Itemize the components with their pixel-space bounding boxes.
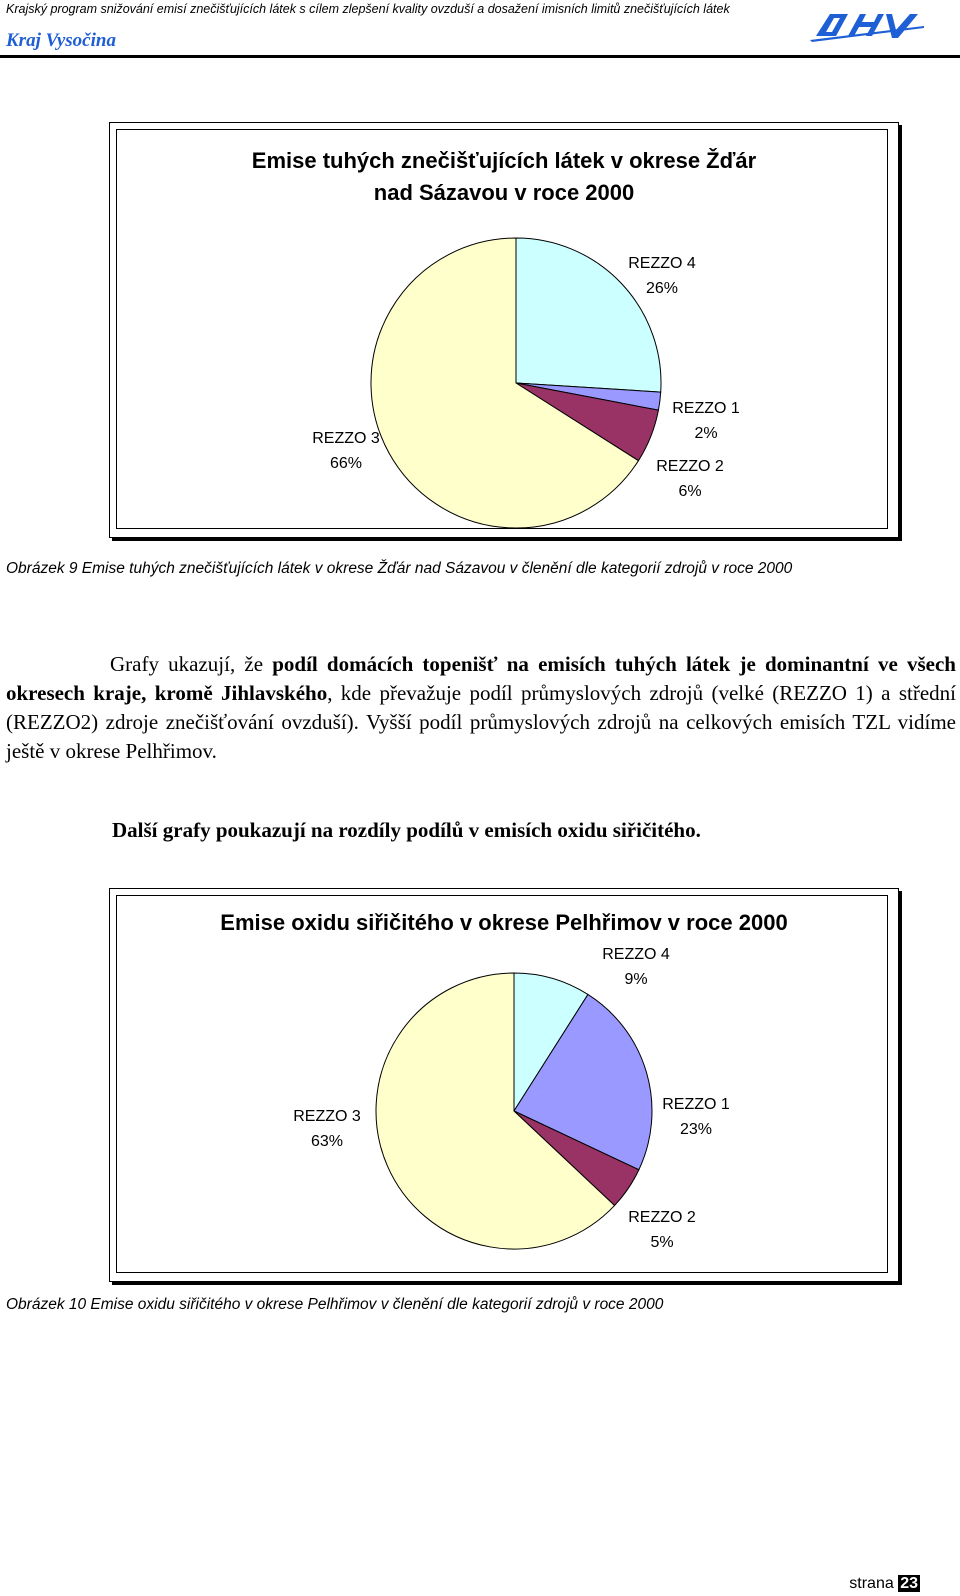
pie-label-value-zdar-0: 26%: [645, 280, 679, 297]
pie-label-name-pelhrimov-3: REZZO 3: [293, 1108, 361, 1125]
body-paragraph: [6, 650, 956, 766]
pie-label-value-pelhrimov-3: 63%: [310, 1133, 344, 1150]
paragraph-emphasis: podíl domácích topenišť na emisích tuhých látek je dominantní ve všech okresech kraje, kromě Jihlavského: [6, 652, 956, 705]
chart-pelhrimov-frame: [109, 888, 899, 1282]
chart-pelhrimov-pie: [110, 889, 898, 1281]
pie-label-value-zdar-1: 2%: [694, 425, 718, 442]
page-label: strana: [849, 1575, 894, 1592]
paragraph-lead: Grafy ukazují, že: [110, 652, 273, 676]
pie-label-name-zdar-0: REZZO 4: [628, 255, 696, 272]
pie-label-value-pelhrimov-0: 9%: [624, 971, 648, 988]
pie-label-value-zdar-3: 66%: [329, 455, 363, 472]
pie-label-name-zdar-2: REZZO 2: [656, 458, 724, 475]
chart-pelhrimov-title: Emise oxidu siřičitého v okrese Pelhřimov v roce 2000: [220, 910, 788, 935]
chart-zdar-frame: [109, 122, 899, 538]
pie-label-name-pelhrimov-1: REZZO 1: [662, 1096, 730, 1113]
chart-zdar-title-line2: nad Sázavou v roce 2000: [373, 180, 635, 205]
body-paragraph-2: Další grafy poukazují na rozdíly podílů v emisích oxidu siřičitého.: [112, 818, 701, 842]
region-name: Kraj Vysočina: [6, 30, 116, 51]
chart-zdar-pie: [110, 123, 898, 537]
page-footer: [849, 1575, 920, 1593]
header-divider: [0, 55, 960, 58]
figure9-caption: Obrázek 9 Emise tuhých znečišťujících látek v okrese Žďár nad Sázavou v členění dle kategorií zdrojů v roce 2000: [6, 560, 793, 577]
pie-label-name-zdar-3: REZZO 3: [312, 430, 380, 447]
pie-label-name-zdar-1: REZZO 1: [672, 400, 740, 417]
page-number: 23: [900, 1575, 918, 1592]
paragraph-rest: , kde převažuje podíl průmyslových zdrojů (velké (REZZO 1) a střední (REZZO2) zdroje znečišťování ovzduší). Vyšší podíl průmyslových zdrojů na celkových emisích TZL vidíme ještě v okrese Pelhřimov.: [6, 681, 956, 763]
chart-zdar-title-line1: Emise tuhých znečišťujících látek v okrese Žďár: [251, 148, 757, 173]
program-title: Krajský program snižování emisí znečišťujících látek s cílem zlepšení kvality ovzduší a dosažení imisních limitů znečišťujících látek: [6, 2, 730, 16]
pie-label-value-zdar-2: 6%: [678, 483, 702, 500]
pie-label-value-pelhrimov-1: 23%: [679, 1121, 713, 1138]
pie-label-value-pelhrimov-2: 5%: [650, 1234, 674, 1251]
ohv-logo: [808, 6, 928, 46]
pie-label-name-pelhrimov-0: REZZO 4: [602, 946, 670, 963]
pie-label-name-pelhrimov-2: REZZO 2: [628, 1209, 696, 1226]
figure10-caption: Obrázek 10 Emise oxidu siřičitého v okrese Pelhřimov v členění dle kategorií zdrojů v roce 2000: [6, 1296, 664, 1313]
